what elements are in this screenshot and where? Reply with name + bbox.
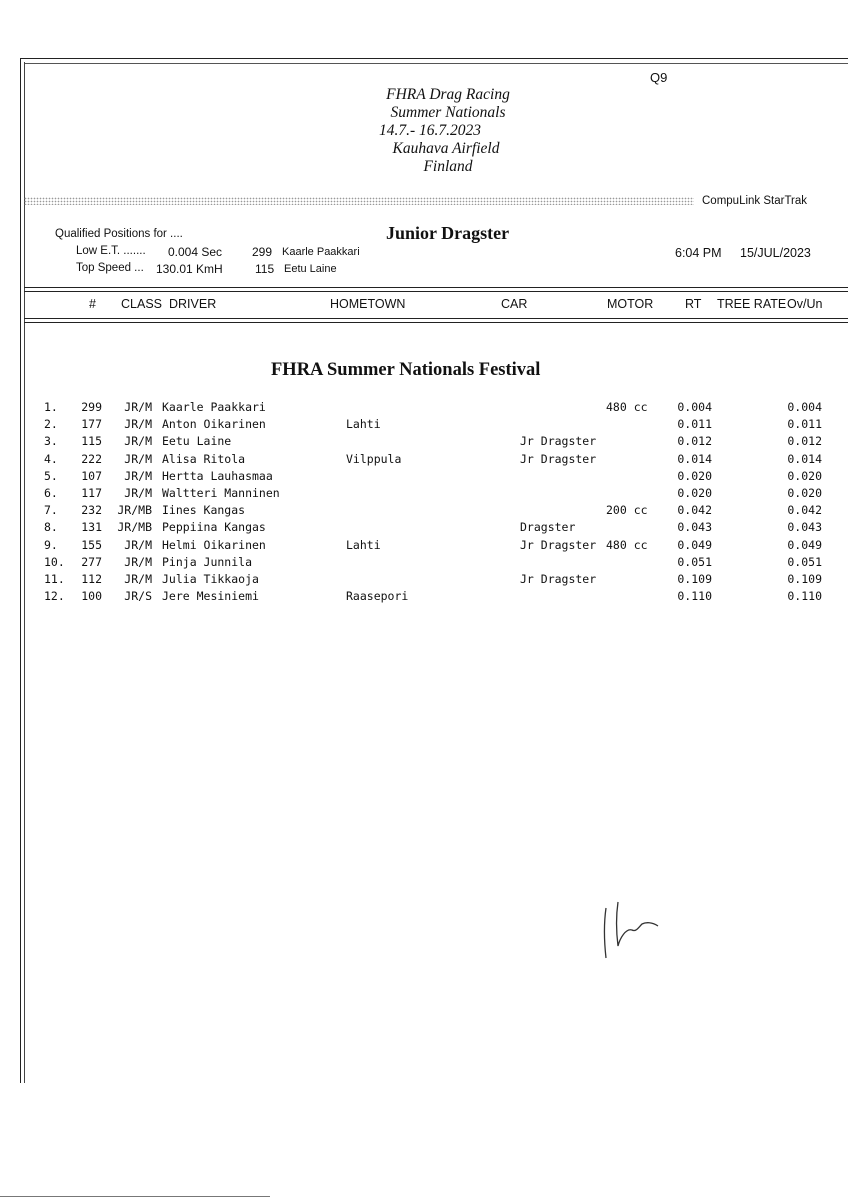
row-position: 5.: [44, 468, 58, 483]
row-hometown: Raasepori: [346, 589, 409, 604]
row-motor: 200 cc: [606, 503, 648, 518]
row-driver: Julia Tikkaoja: [162, 572, 259, 586]
event-title: FHRA Drag Racing: [386, 86, 510, 103]
row-reaction-time: 0.020: [677, 486, 712, 500]
row-car: Jr Dragster: [520, 537, 597, 552]
table-row: [0, 538, 848, 555]
row-ovun: 0.049: [787, 537, 822, 552]
row-ovun: 0.051: [787, 554, 822, 569]
row-class: JR/M: [124, 400, 152, 414]
row-position: 10.: [44, 554, 65, 569]
row-class: JR/M: [124, 554, 152, 569]
low-et-driver: Kaarle Paakkari: [282, 246, 360, 258]
row-ovun: 0.011: [787, 417, 822, 432]
top-rule: [20, 58, 848, 59]
col-header-rt: RT: [685, 297, 702, 311]
row-position: 6.: [44, 486, 58, 500]
row-driver: Anton Oikarinen: [162, 417, 266, 432]
row-hometown: Lahti: [346, 417, 381, 432]
row-ovun: 0.043: [787, 520, 822, 535]
row-reaction-time: 0.110: [677, 589, 712, 604]
row-class: JR/M: [124, 486, 152, 500]
col-header-driver: DRIVER: [169, 297, 217, 311]
event-subtitle: Summer Nationals: [390, 104, 506, 121]
table-row: [0, 520, 848, 537]
row-driver: Eetu Laine: [162, 434, 232, 449]
row-position: 8.: [44, 520, 58, 535]
row-ovun: 0.004: [787, 400, 822, 414]
row-car-number: 112: [81, 572, 102, 586]
row-class: JR/MB: [117, 520, 152, 535]
table-row: [0, 417, 848, 434]
table-row: [0, 572, 848, 589]
row-position: 12.: [44, 589, 65, 604]
row-driver: Iines Kangas: [162, 503, 246, 518]
top-speed-value: 130.01 KmH: [156, 262, 223, 276]
row-motor: 480 cc: [606, 537, 648, 552]
row-car-number: 131: [81, 520, 102, 535]
row-car-number: 177: [81, 417, 102, 432]
table-row: [0, 503, 848, 520]
row-driver: Kaarle Paakkari: [162, 400, 266, 414]
row-class: JR/M: [124, 537, 152, 552]
row-car-number: 155: [81, 537, 102, 552]
top-speed-label: Top Speed ...: [76, 262, 144, 274]
row-driver: Pinja Junnila: [162, 554, 253, 569]
report-time: 6:04 PM: [675, 246, 722, 260]
event-country: Finland: [423, 158, 473, 175]
signature: [596, 900, 666, 964]
row-reaction-time: 0.109: [677, 572, 712, 586]
row-ovun: 0.042: [787, 503, 822, 518]
low-et-number: 299: [252, 245, 273, 259]
page-code: Q9: [650, 70, 668, 85]
table-row: [0, 589, 848, 606]
col-header-hometown: HOMETOWN: [330, 297, 406, 311]
event-venue: Kauhava Airfield: [392, 140, 500, 157]
software-label: CompuLink StarTrak: [702, 195, 808, 207]
table-row: [0, 469, 848, 486]
row-driver: Alisa Ritola: [162, 451, 246, 466]
row-position: 11.: [44, 572, 65, 586]
row-position: 7.: [44, 503, 58, 518]
row-class: JR/M: [124, 468, 152, 483]
table-row: [0, 555, 848, 572]
row-car-number: 100: [81, 589, 102, 604]
row-reaction-time: 0.020: [677, 468, 712, 483]
event-dates: 14.7.- 16.7.2023: [378, 122, 482, 139]
row-ovun: 0.012: [787, 434, 822, 449]
table-row: [0, 486, 848, 503]
row-reaction-time: 0.043: [677, 520, 712, 535]
row-position: 2.: [44, 417, 58, 432]
bottom-rule: [0, 1196, 270, 1197]
row-class: JR/M: [124, 434, 152, 449]
header-rule-top: [24, 287, 848, 288]
row-driver: Peppiina Kangas: [162, 520, 266, 535]
row-driver: Hertta Lauhasmaa: [162, 468, 273, 483]
row-class: JR/M: [124, 572, 152, 586]
row-reaction-time: 0.042: [677, 503, 712, 518]
low-et-label: Low E.T. .......: [76, 245, 146, 257]
report-date: 15/JUL/2023: [740, 246, 811, 260]
row-ovun: 0.020: [787, 486, 822, 500]
row-car-number: 299: [81, 400, 102, 414]
row-class: JR/M: [124, 417, 152, 432]
class-title: Junior Dragster: [386, 223, 510, 243]
row-driver: Waltteri Manninen: [162, 486, 280, 500]
row-ovun: 0.109: [787, 572, 822, 586]
col-header-class: CLASS: [121, 297, 162, 311]
row-ovun: 0.110: [787, 589, 822, 604]
qualified-label: Qualified Positions for ....: [55, 228, 183, 240]
row-ovun: 0.020: [787, 468, 822, 483]
row-car: Jr Dragster: [520, 434, 597, 449]
row-hometown: Vilppula: [346, 451, 402, 466]
row-hometown: Lahti: [346, 537, 381, 552]
row-car-number: 277: [81, 554, 102, 569]
col-header-motor: MOTOR: [607, 297, 654, 311]
col-header-ovun: Ov/Un: [787, 297, 823, 311]
header-rule-bottom-2: [24, 322, 848, 323]
row-car-number: 107: [81, 468, 102, 483]
row-position: 3.: [44, 434, 58, 449]
table-row: [0, 452, 848, 469]
table-row: [0, 400, 848, 417]
row-car-number: 222: [81, 451, 102, 466]
header-rule-bottom: [24, 318, 848, 319]
row-position: 9.: [44, 537, 58, 552]
row-class: JR/MB: [117, 503, 152, 518]
row-car: Jr Dragster: [520, 572, 597, 586]
row-car: Jr Dragster: [520, 451, 597, 466]
row-reaction-time: 0.011: [677, 417, 712, 432]
col-header-car: CAR: [501, 297, 528, 311]
row-reaction-time: 0.014: [677, 451, 712, 466]
row-reaction-time: 0.004: [677, 400, 712, 414]
row-car-number: 232: [81, 503, 102, 518]
col-header-tree-rate: TREE RATE: [717, 297, 787, 311]
top-speed-driver: Eetu Laine: [284, 263, 337, 275]
row-ovun: 0.014: [787, 451, 822, 466]
row-position: 1.: [44, 400, 58, 414]
row-reaction-time: 0.049: [677, 537, 712, 552]
header-rule-top-2: [24, 291, 848, 292]
row-car: Dragster: [520, 520, 576, 535]
row-car-number: 115: [81, 434, 102, 449]
row-motor: 480 cc: [606, 400, 648, 414]
col-header-num: #: [89, 297, 96, 311]
row-driver: Jere Mesiniemi: [162, 589, 259, 604]
top-rule-inner: [24, 63, 848, 64]
section-title: FHRA Summer Nationals Festival: [271, 360, 541, 380]
low-et-value: 0.004 Sec: [168, 245, 223, 259]
row-driver: Helmi Oikarinen: [162, 537, 266, 552]
row-position: 4.: [44, 451, 58, 466]
row-reaction-time: 0.051: [677, 554, 712, 569]
row-car-number: 117: [81, 486, 102, 500]
top-speed-number: 115: [255, 262, 275, 276]
table-row: [0, 434, 848, 451]
row-reaction-time: 0.012: [677, 434, 712, 449]
dotted-band: [24, 197, 694, 205]
row-class: JR/S: [124, 589, 152, 604]
row-class: JR/M: [124, 451, 152, 466]
